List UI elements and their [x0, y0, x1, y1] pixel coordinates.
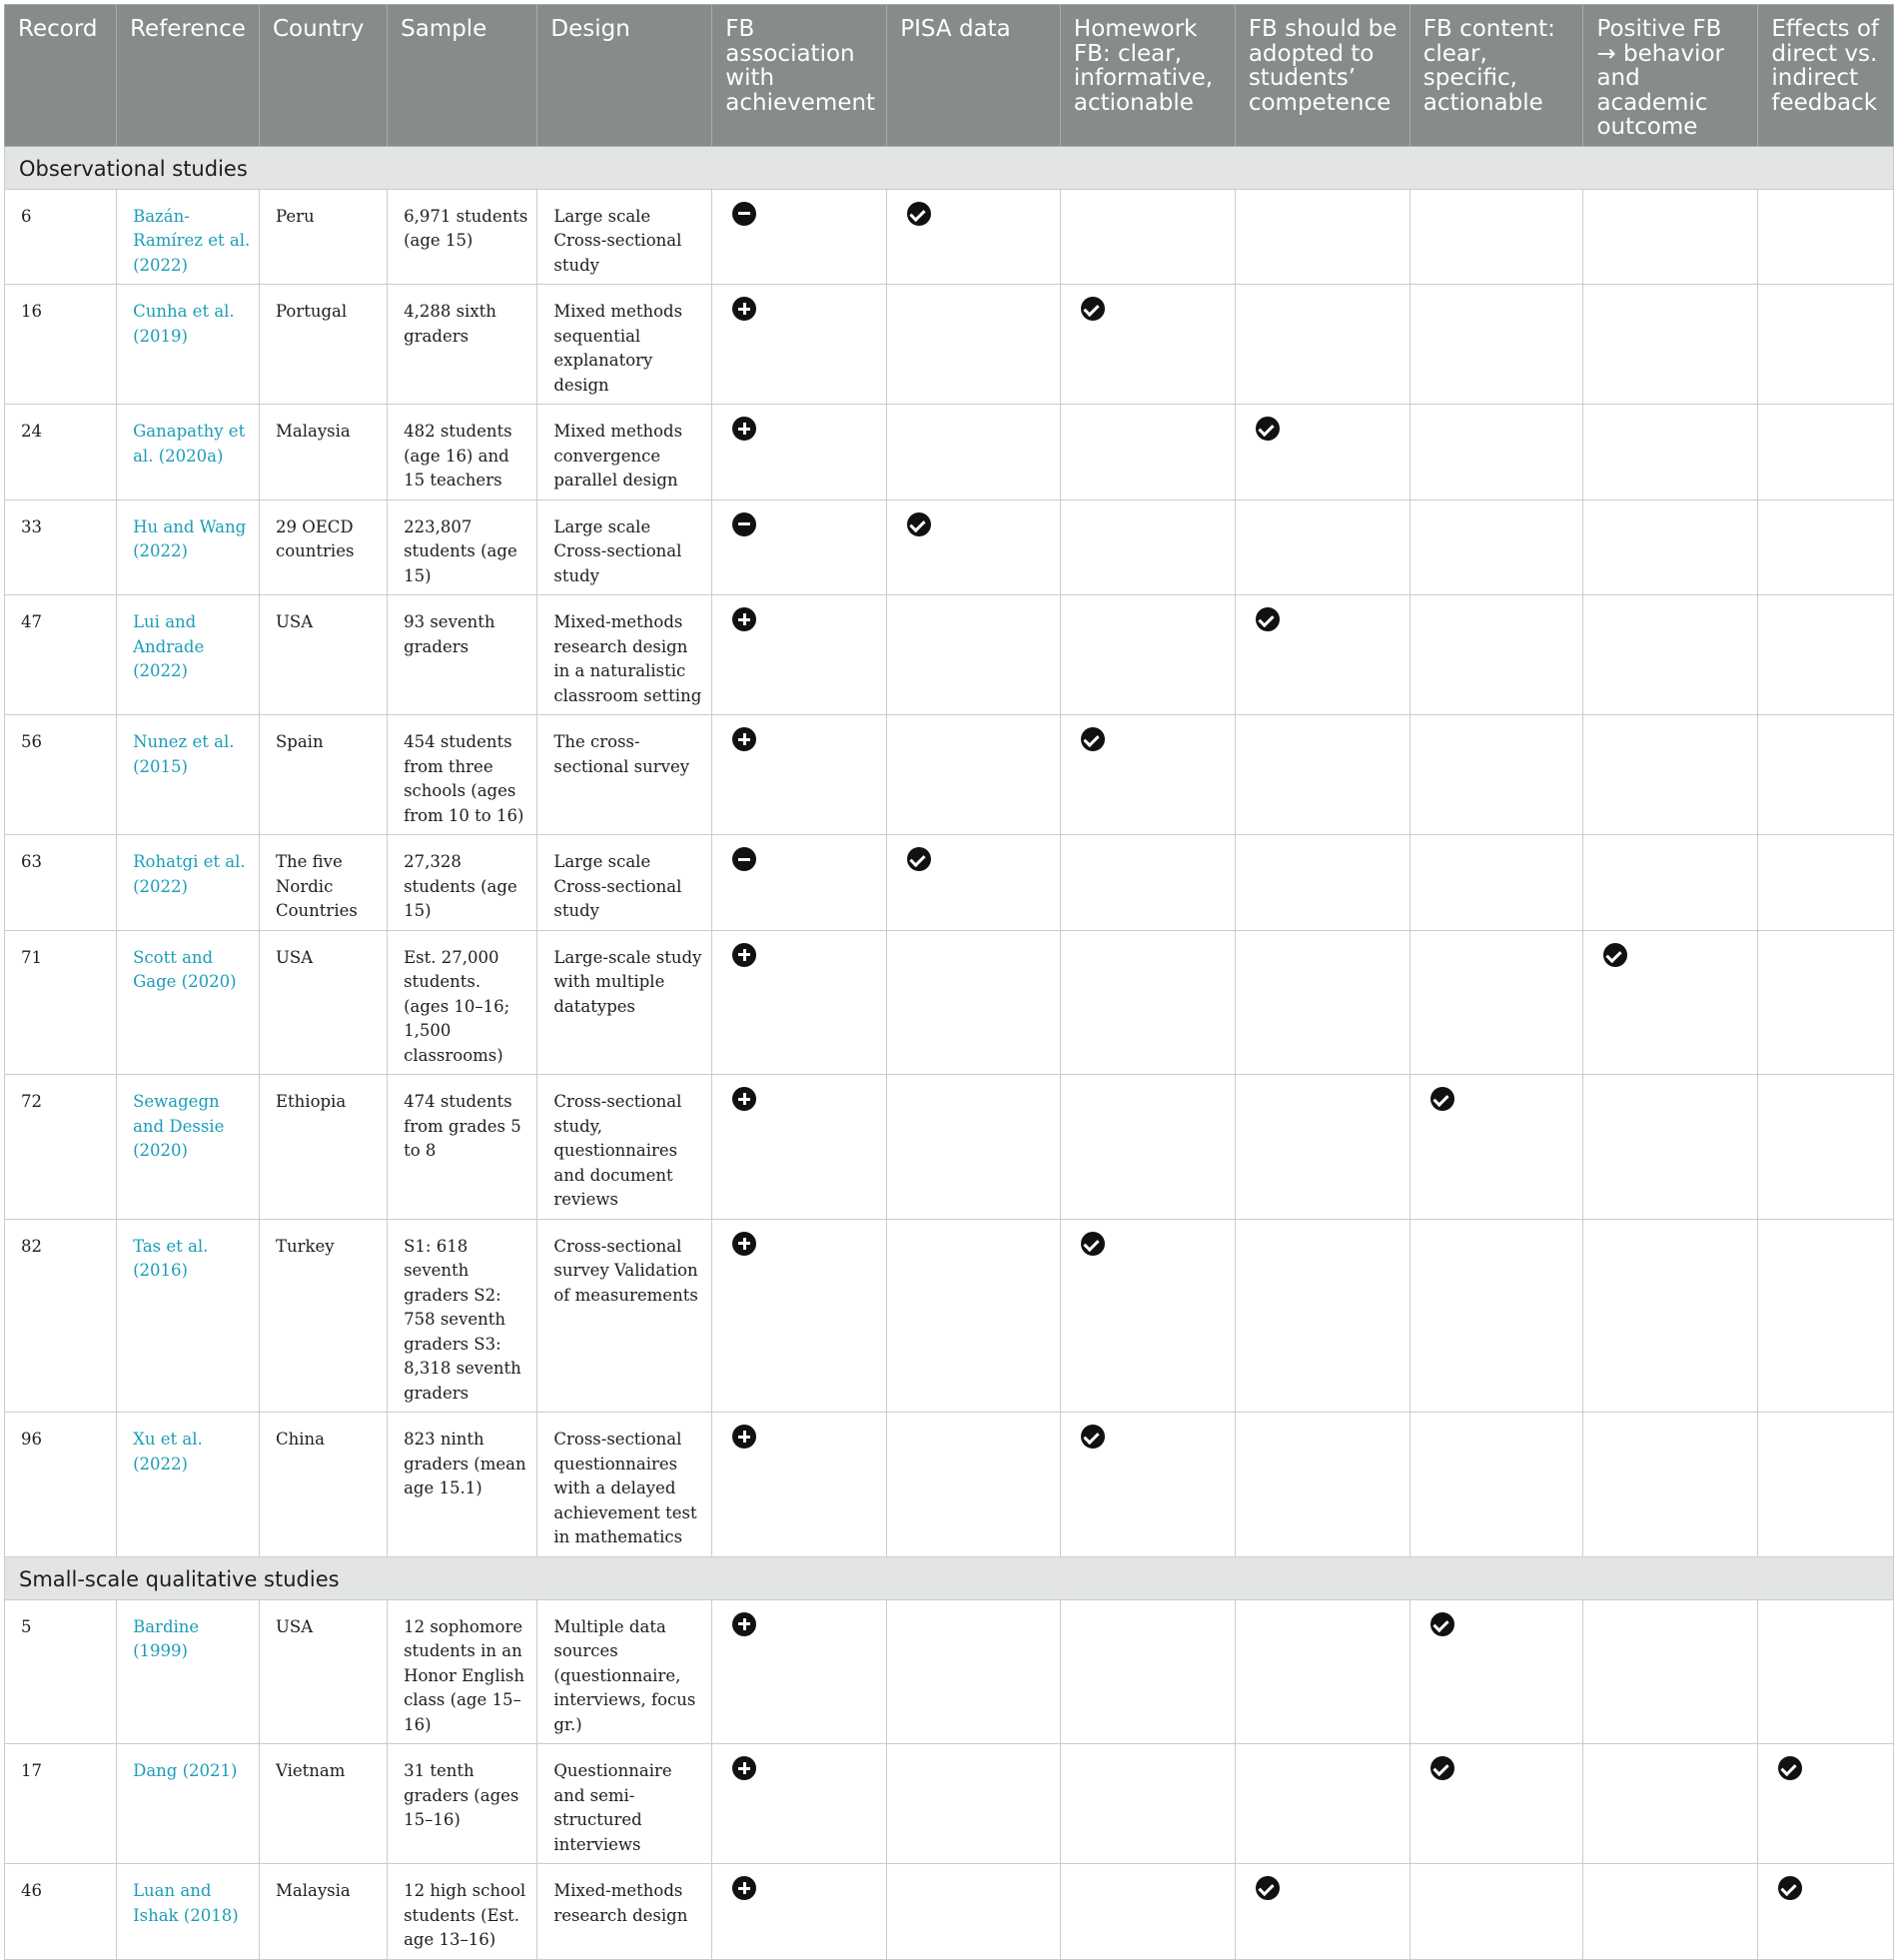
- plus-circle-icon: [732, 1425, 756, 1449]
- header-row: [5, 5, 1894, 147]
- fb-association-cell: [712, 405, 887, 500]
- content-cell: [1410, 1219, 1583, 1413]
- country-cell: USA: [259, 595, 387, 715]
- pisa-cell: [887, 1413, 1061, 1557]
- pisa-cell: [887, 1864, 1061, 1960]
- competence-cell: [1235, 189, 1410, 285]
- reference-cell: Bardine (1999): [117, 1599, 260, 1744]
- positive-cell: [1583, 930, 1758, 1075]
- country-cell: Spain: [259, 715, 387, 835]
- content-cell: [1410, 285, 1583, 405]
- homework-cell: [1060, 499, 1235, 595]
- fb-association-cell: [712, 189, 887, 285]
- country-cell: Malaysia: [259, 405, 387, 500]
- homework-cell: [1060, 595, 1235, 715]
- direct-cell: [1758, 1219, 1894, 1413]
- pisa-cell: [887, 285, 1061, 405]
- direct-cell: [1758, 595, 1894, 715]
- record-cell: 46: [5, 1864, 117, 1960]
- record-cell: 63: [5, 835, 117, 931]
- direct-cell: [1758, 1413, 1894, 1557]
- sample-cell: 12 sophomore students in an Honor English class (age 15–16): [388, 1599, 537, 1744]
- positive-cell: [1583, 1599, 1758, 1744]
- sample-cell: 823 ninth graders (mean age 15.1): [388, 1413, 537, 1557]
- country-cell: Peru: [259, 189, 387, 285]
- record-cell: 17: [5, 1744, 117, 1864]
- homework-cell: [1060, 285, 1235, 405]
- content-cell: [1410, 1744, 1583, 1864]
- reference-cell: Lui and Andrade (2022): [117, 595, 260, 715]
- section-title: Observational studies: [5, 146, 1894, 189]
- sample-cell: 6,971 students (age 15): [388, 189, 537, 285]
- direct-cell: [1758, 189, 1894, 285]
- reference-cell: Hu and Wang (2022): [117, 499, 260, 595]
- direct-cell: [1758, 835, 1894, 931]
- minus-circle-icon: [732, 512, 756, 536]
- reference-cell: Rohatgi et al. (2022): [117, 835, 260, 931]
- sample-cell: 27,328 students (age 15): [388, 835, 537, 931]
- plus-circle-icon: [732, 1876, 756, 1900]
- fb-association-cell: [712, 1219, 887, 1413]
- column-header-record: Record: [5, 5, 117, 147]
- reference-cell: Sewagegn and Dessie (2020): [117, 1075, 260, 1220]
- direct-cell: [1758, 715, 1894, 835]
- direct-cell: [1758, 285, 1894, 405]
- homework-cell: [1060, 1864, 1235, 1960]
- table-row: [5, 405, 1894, 500]
- plus-circle-icon: [732, 607, 756, 631]
- reference-cell: Ganapathy et al. (2020a): [117, 405, 260, 500]
- sample-cell: 474 students from grades 5 to 8: [388, 1075, 537, 1220]
- fb-association-cell: [712, 1075, 887, 1220]
- column-header-homework-fb: Homework FB: clear, informative, actionable: [1060, 5, 1235, 147]
- column-header-design: Design: [537, 5, 712, 147]
- table-row: [5, 1599, 1894, 1744]
- positive-cell: [1583, 1864, 1758, 1960]
- homework-cell: [1060, 189, 1235, 285]
- plus-circle-icon: [732, 943, 756, 967]
- country-cell: USA: [259, 930, 387, 1075]
- record-cell: 24: [5, 405, 117, 500]
- content-cell: [1410, 595, 1583, 715]
- pisa-cell: [887, 405, 1061, 500]
- reference-cell: Cunha et al. (2019): [117, 285, 260, 405]
- reference-cell: Bazán-Ramírez et al. (2022): [117, 189, 260, 285]
- column-header-sample: Sample: [388, 5, 537, 147]
- record-cell: 82: [5, 1219, 117, 1413]
- competence-cell: [1235, 1864, 1410, 1960]
- competence-check-icon: [1256, 1876, 1280, 1900]
- country-cell: Vietnam: [259, 1744, 387, 1864]
- table-row: [5, 595, 1894, 715]
- pisa-cell: [887, 1219, 1061, 1413]
- column-header-direct-indirect: Effects of direct vs. indirect feedback: [1758, 5, 1894, 147]
- record-cell: 5: [5, 1599, 117, 1744]
- fb-association-cell: [712, 1599, 887, 1744]
- table-row: [5, 1413, 1894, 1557]
- fb-association-cell: [712, 595, 887, 715]
- content-cell: [1410, 715, 1583, 835]
- minus-circle-icon: [732, 847, 756, 871]
- positive-cell: [1583, 499, 1758, 595]
- positive-cell: [1583, 835, 1758, 931]
- record-cell: 72: [5, 1075, 117, 1220]
- homework-cell: [1060, 930, 1235, 1075]
- direct-indirect-check-icon: [1778, 1876, 1802, 1900]
- sample-cell: S1: 618 seventh graders S2: 758 seventh graders S3: 8,318 seventh graders: [388, 1219, 537, 1413]
- reference-cell: Dang (2021): [117, 1744, 260, 1864]
- positive-fb-check-icon: [1603, 943, 1627, 967]
- pisa-cell: [887, 1075, 1061, 1220]
- design-cell: The cross-sectional survey: [537, 715, 712, 835]
- competence-cell: [1235, 595, 1410, 715]
- homework-fb-check-icon: [1081, 1232, 1105, 1256]
- sample-cell: 31 tenth graders (ages 15–16): [388, 1744, 537, 1864]
- content-cell: [1410, 189, 1583, 285]
- country-cell: 29 OECD countries: [259, 499, 387, 595]
- design-cell: Mixed-methods research design: [537, 1864, 712, 1960]
- competence-cell: [1235, 715, 1410, 835]
- competence-check-icon: [1256, 607, 1280, 631]
- record-cell: 16: [5, 285, 117, 405]
- design-cell: Cross-sectional survey Validation of measurements: [537, 1219, 712, 1413]
- table-row: [5, 1864, 1894, 1960]
- record-cell: 6: [5, 189, 117, 285]
- plus-circle-icon: [732, 727, 756, 751]
- sample-cell: 223,807 students (age 15): [388, 499, 537, 595]
- plus-circle-icon: [732, 1756, 756, 1780]
- minus-circle-icon: [732, 202, 756, 226]
- reference-cell: Nunez et al. (2015): [117, 715, 260, 835]
- design-cell: Cross-sectional study, questionnaires and document reviews: [537, 1075, 712, 1220]
- table-row: [5, 1219, 1894, 1413]
- fb-association-cell: [712, 1864, 887, 1960]
- pisa-cell: [887, 1599, 1061, 1744]
- table-row: [5, 930, 1894, 1075]
- country-cell: Ethiopia: [259, 1075, 387, 1220]
- competence-cell: [1235, 1075, 1410, 1220]
- pisa-cell: [887, 1744, 1061, 1864]
- column-header-country: Country: [259, 5, 387, 147]
- reference-cell: Luan and Ishak (2018): [117, 1864, 260, 1960]
- record-cell: 56: [5, 715, 117, 835]
- competence-cell: [1235, 930, 1410, 1075]
- record-cell: 71: [5, 930, 117, 1075]
- content-cell: [1410, 499, 1583, 595]
- homework-cell: [1060, 405, 1235, 500]
- design-cell: Mixed methods convergence parallel design: [537, 405, 712, 500]
- competence-cell: [1235, 835, 1410, 931]
- record-cell: 47: [5, 595, 117, 715]
- design-cell: Mixed methods sequential explanatory design: [537, 285, 712, 405]
- plus-circle-icon: [732, 417, 756, 441]
- fb-content-check-icon: [1430, 1612, 1454, 1636]
- design-cell: Large scale Cross-sectional study: [537, 499, 712, 595]
- plus-circle-icon: [732, 1232, 756, 1256]
- sample-cell: 12 high school students (Est. age 13–16): [388, 1864, 537, 1960]
- design-cell: Large-scale study with multiple datatypes: [537, 930, 712, 1075]
- homework-cell: [1060, 1219, 1235, 1413]
- content-cell: [1410, 1075, 1583, 1220]
- pisa-cell: [887, 499, 1061, 595]
- homework-fb-check-icon: [1081, 297, 1105, 321]
- literature-table: [4, 4, 1894, 1960]
- section-row-qualitative: [5, 1556, 1894, 1599]
- competence-check-icon: [1256, 417, 1280, 441]
- content-cell: [1410, 835, 1583, 931]
- sample-cell: 482 students (age 16) and 15 teachers: [388, 405, 537, 500]
- direct-cell: [1758, 1075, 1894, 1220]
- country-cell: Malaysia: [259, 1864, 387, 1960]
- fb-association-cell: [712, 1744, 887, 1864]
- content-cell: [1410, 405, 1583, 500]
- direct-cell: [1758, 1599, 1894, 1744]
- pisa-cell: [887, 595, 1061, 715]
- fb-association-cell: [712, 715, 887, 835]
- homework-cell: [1060, 1413, 1235, 1557]
- fb-association-cell: [712, 835, 887, 931]
- plus-circle-icon: [732, 1612, 756, 1636]
- positive-cell: [1583, 595, 1758, 715]
- section-row-observational: [5, 146, 1894, 189]
- competence-cell: [1235, 499, 1410, 595]
- design-cell: Multiple data sources (questionnaire, interviews, focus gr.): [537, 1599, 712, 1744]
- pisa-cell: [887, 835, 1061, 931]
- fb-association-cell: [712, 285, 887, 405]
- record-cell: 96: [5, 1413, 117, 1557]
- fb-content-check-icon: [1430, 1087, 1454, 1111]
- direct-cell: [1758, 1744, 1894, 1864]
- pisa-cell: [887, 715, 1061, 835]
- sample-cell: 93 seventh graders: [388, 595, 537, 715]
- design-cell: Large scale Cross-sectional study: [537, 189, 712, 285]
- column-header-fb-competence: FB should be adopted to students’ competence: [1235, 5, 1410, 147]
- direct-cell: [1758, 499, 1894, 595]
- positive-cell: [1583, 715, 1758, 835]
- table-row: [5, 189, 1894, 285]
- pisa-cell: [887, 930, 1061, 1075]
- direct-cell: [1758, 1864, 1894, 1960]
- country-cell: USA: [259, 1599, 387, 1744]
- reference-cell: Scott and Gage (2020): [117, 930, 260, 1075]
- sample-cell: Est. 27,000 students. (ages 10–16; 1,500 classrooms): [388, 930, 537, 1075]
- column-header-reference: Reference: [117, 5, 260, 147]
- table-row: [5, 499, 1894, 595]
- design-cell: Questionnaire and semi-structured interviews: [537, 1744, 712, 1864]
- positive-cell: [1583, 285, 1758, 405]
- competence-cell: [1235, 405, 1410, 500]
- column-header-pisa-data: PISA data: [887, 5, 1061, 147]
- content-cell: [1410, 1864, 1583, 1960]
- competence-cell: [1235, 1413, 1410, 1557]
- homework-cell: [1060, 835, 1235, 931]
- positive-cell: [1583, 1413, 1758, 1557]
- homework-cell: [1060, 715, 1235, 835]
- positive-cell: [1583, 189, 1758, 285]
- homework-fb-check-icon: [1081, 727, 1105, 751]
- plus-circle-icon: [732, 297, 756, 321]
- positive-cell: [1583, 1744, 1758, 1864]
- column-header-fb-association: FB association with achievement: [712, 5, 887, 147]
- direct-cell: [1758, 930, 1894, 1075]
- country-cell: China: [259, 1413, 387, 1557]
- homework-cell: [1060, 1075, 1235, 1220]
- column-header-fb-content: FB content: clear, specific, actionable: [1410, 5, 1583, 147]
- fb-content-check-icon: [1430, 1756, 1454, 1780]
- record-cell: 33: [5, 499, 117, 595]
- fb-association-cell: [712, 1413, 887, 1557]
- competence-cell: [1235, 1599, 1410, 1744]
- design-cell: Mixed-methods research design in a naturalistic classroom setting: [537, 595, 712, 715]
- positive-cell: [1583, 1075, 1758, 1220]
- reference-cell: Tas et al. (2016): [117, 1219, 260, 1413]
- table-row: [5, 1744, 1894, 1864]
- table-row: [5, 715, 1894, 835]
- reference-cell: Xu et al. (2022): [117, 1413, 260, 1557]
- positive-cell: [1583, 405, 1758, 500]
- competence-cell: [1235, 1219, 1410, 1413]
- pisa-cell: [887, 189, 1061, 285]
- homework-cell: [1060, 1599, 1235, 1744]
- table-row: [5, 1075, 1894, 1220]
- pisa-data-check-icon: [907, 847, 931, 871]
- positive-cell: [1583, 1219, 1758, 1413]
- design-cell: Cross-sectional questionnaires with a delayed achievement test in mathematics: [537, 1413, 712, 1557]
- plus-circle-icon: [732, 1087, 756, 1111]
- homework-cell: [1060, 1744, 1235, 1864]
- content-cell: [1410, 1599, 1583, 1744]
- content-cell: [1410, 930, 1583, 1075]
- fb-association-cell: [712, 930, 887, 1075]
- homework-fb-check-icon: [1081, 1425, 1105, 1449]
- country-cell: Turkey: [259, 1219, 387, 1413]
- sample-cell: 454 students from three schools (ages from 10 to 16): [388, 715, 537, 835]
- direct-cell: [1758, 405, 1894, 500]
- table-row: [5, 285, 1894, 405]
- country-cell: The five Nordic Countries: [259, 835, 387, 931]
- section-title: Small-scale qualitative studies: [5, 1556, 1894, 1599]
- direct-indirect-check-icon: [1778, 1756, 1802, 1780]
- fb-association-cell: [712, 499, 887, 595]
- content-cell: [1410, 1413, 1583, 1557]
- competence-cell: [1235, 285, 1410, 405]
- country-cell: Portugal: [259, 285, 387, 405]
- sample-cell: 4,288 sixth graders: [388, 285, 537, 405]
- competence-cell: [1235, 1744, 1410, 1864]
- design-cell: Large scale Cross-sectional study: [537, 835, 712, 931]
- column-header-positive-fb: Positive FB → behavior and academic outcome: [1583, 5, 1758, 147]
- pisa-data-check-icon: [907, 512, 931, 536]
- table-row: [5, 835, 1894, 931]
- pisa-data-check-icon: [907, 202, 931, 226]
